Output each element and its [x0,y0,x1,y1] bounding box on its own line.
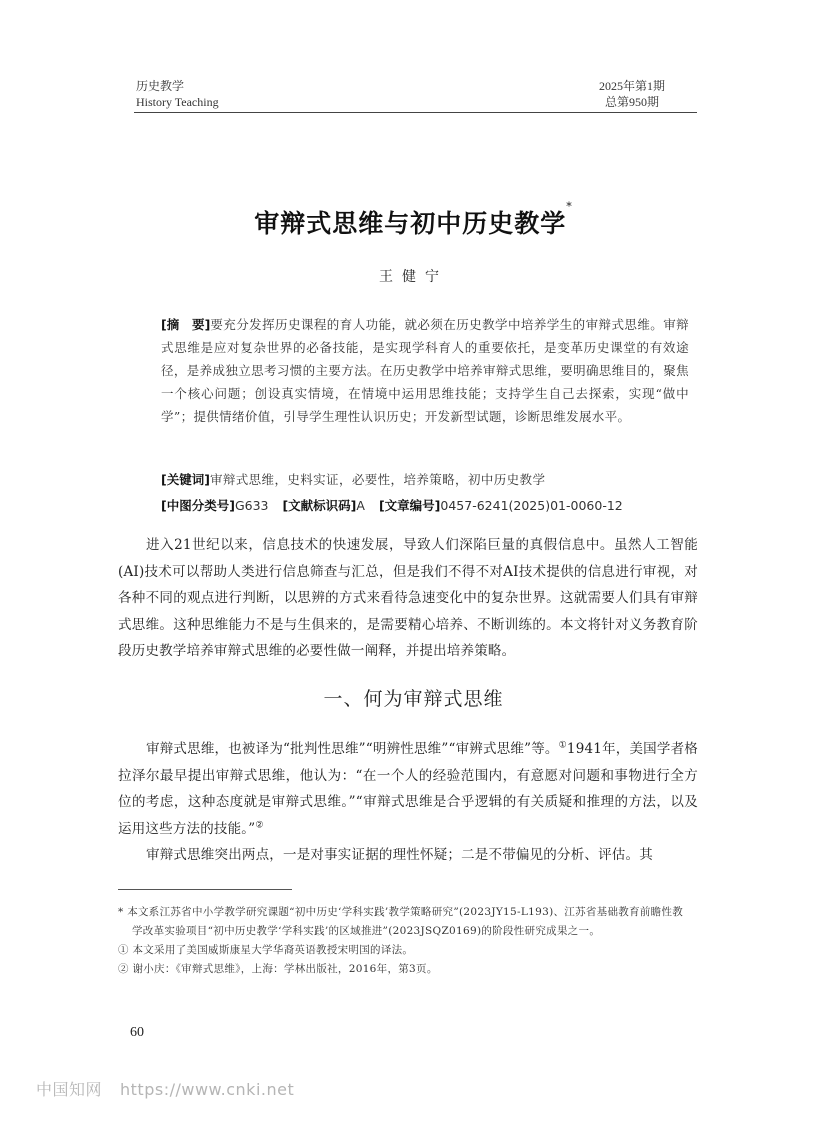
abstract-label: [摘 要] [161,317,211,332]
article-number-label: [文章编号] [378,498,441,513]
intro-section [118,532,698,665]
footnote-rule [118,889,292,890]
footnote-ref-2[interactable]: ② [255,820,264,831]
title-footnote-mark: * [566,200,573,213]
clc-value: G633 [234,498,269,513]
running-header-left [136,78,219,110]
doc-code-label: [文献标识码] [282,498,357,513]
doc-code-value: A [356,498,365,513]
intro-paragraph: 进入21世纪以来，信息技术的快速发展，导致人们深陷巨量的真假信息中。虽然人工智能(AI)技术可以帮助人类进行信息筛查与汇总，但是我们不得不对AI技术提供的信息进行审视，对各种不同的观点进行判断，以思辨的方式来看待急速变化中的复杂世界。这就需要人们具有审辩式思维。这种思维能力不是与生俱来的，是需要精心培养、不断训练的。本文将针对义务教育阶段历史教学培养审辩式思维的必要性做一阐释，并提出培养策略。 [118,537,698,660]
section1-paragraph-1 [118,736,698,842]
classification-line [161,496,701,516]
cnki-watermark [36,1077,294,1100]
journal-name-en: History Teaching [136,95,219,109]
section1-paragraph-2: 审辩式思维突出两点，一是对事实证据的理性怀疑；二是不带偏见的分析、评估。其 [146,847,653,864]
keywords-label: [关键词] [161,472,210,487]
author-name: 王健宁 [379,269,448,285]
section-heading: 一、何为审辩式思维 [323,688,504,710]
abstract [161,313,689,428]
footnote-2: ② 谢小庆：《审辩式思维》，上海：学林出版社，2016年，第3页。 [118,963,438,975]
keywords-text: 审辩式思维，史料实证，必要性，培养策略，初中历史教学 [209,472,546,487]
clc-label: [中图分类号] [161,498,235,513]
footnote-ref-1[interactable]: ① [558,740,567,751]
running-header-right [599,78,665,110]
article-number-value: 0457-6241(2025)01-0060-12 [440,498,623,513]
journal-name-cn: 历史教学 [136,79,185,93]
watermark-url[interactable]: https://www.cnki.net [120,1080,295,1099]
article-title-text: 审辩式思维与初中历史教学 [254,209,567,238]
page-number: 60 [130,1025,144,1040]
header-rule [134,112,697,113]
footnote-funding: * 本文系江苏省中小学教学研究课题“初中历史‘学科实践’教学策略研究”(2023JY15-L193)、江苏省基础教育前瞻性教学改革实验项目“初中历史教学‘学科实践’的区域推进”(2023JSQZ0169)的阶段性研究成果之一。 [118,906,684,937]
section1-body [118,736,698,869]
keywords [161,470,701,490]
footnotes [118,903,688,979]
footnote-1: ① 本文采用了美国威斯康星大学华裔英语教授宋明国的译法。 [118,944,414,956]
issue-number: 2025年第1期 [598,79,665,93]
section1-p1-part-a: 审辩式思维，也被译为“批判性思维”“明辨性思维”“审辨式思维”等。 [146,741,559,757]
article-title [0,200,827,240]
total-issue-number: 总第950期 [604,95,659,109]
watermark-name: 中国知网 [36,1080,103,1099]
abstract-text: 要充分发挥历史课程的育人功能，就必须在历史教学中培养学生的审辩式思维。审辩式思维是应对复杂世界的必备技能，是实现学科育人的重要依托，是变革历史课堂的有效途径，是养成独立思考习惯的主要方法。在历史教学中培养审辩式思维，要明确思维目的，聚焦一个核心问题；创设真实情境，在情境中运用思维技能；支持学生自己去探索，实现“做中学”；提供情绪价值，引导学生理性认识历史；开发新型试题，诊断思维发展水平。 [161,317,689,424]
section1-p1-part-b: 1941年，美国学者格拉泽尔最早提出审辩式思维，他认为：“在一个人的经验范围内，有意愿对问题和事物进行全方位的考虑，这种态度就是审辩式思维。”“审辩式思维是合乎逻辑的有关质疑和推理的方法，以及运用这些方法的技能。” [118,741,698,837]
